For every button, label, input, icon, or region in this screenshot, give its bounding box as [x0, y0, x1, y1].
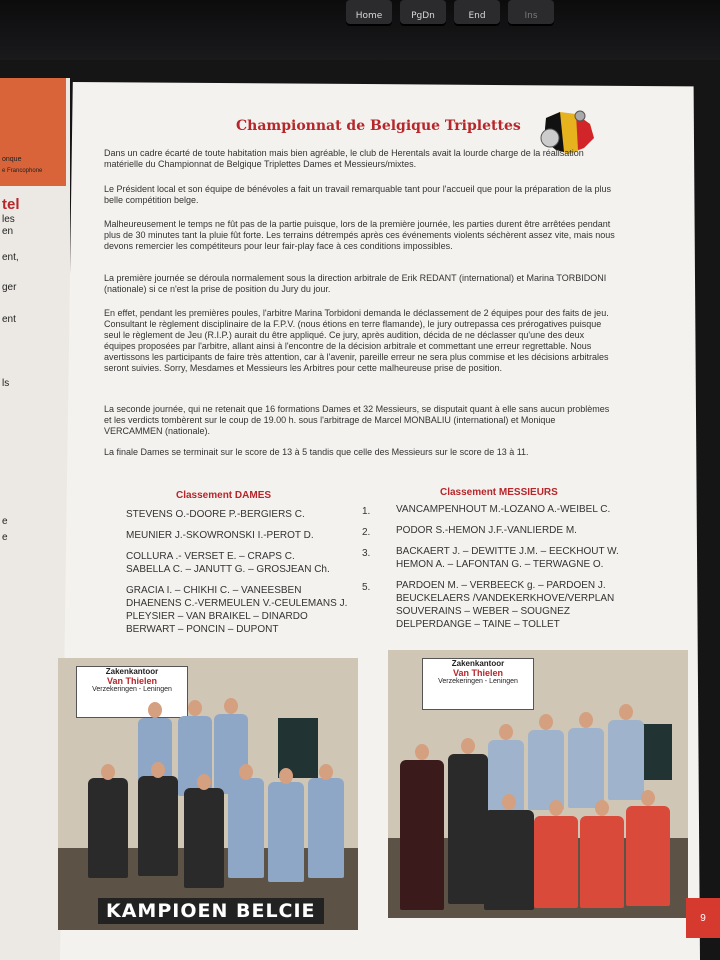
photo-dames-champions	[58, 658, 358, 930]
person	[528, 730, 564, 810]
home-key: Home	[346, 0, 392, 24]
person	[400, 760, 444, 910]
person	[534, 816, 578, 908]
left-snippet: e	[2, 532, 8, 543]
ins-key: Ins	[508, 0, 554, 24]
photo-messieurs-champions	[388, 650, 688, 918]
article-title: Championnat de Belgique Triplettes	[236, 118, 521, 134]
list-item: GRACIA I. – CHIKHI C. – VANEESBEN DHAENENS C.-VERMEULEN V.-CEULEMANS J. PLEYSIER – VAN BRAIKEL – DINARDO BERWART – PONCIN – DUPONT	[126, 585, 348, 635]
paragraph-intro: Dans un cadre écarté de toute habitation mais bien agréable, le club de Herentals avait la lourde charge de la réalisation matérielle du Championnat de Belgique Triplettes Dames et Messieurs/mixtes.	[104, 148, 584, 169]
rank-number: 2.	[362, 527, 371, 538]
left-snippet: onque	[2, 156, 22, 163]
paragraph-jury: En effet, pendant les premières poules, l'arbitre Marina Torbidoni demanda le déclassement de 2 équipes pour des faits de jeu. Consultant le règlement disciplinaire de la F.P.V. (nous étions en terre flamande), le jury outrepassa ces prérogatives puisque seul le règlement de Jeu (R.I.P.) aurait du être appliqué. Ce jury, après audition, décida de ne déclasser qu'une des deux équipes proposées par l'arbitre, allant ainsi à l'encontre de la décision arbitrale et commettant une erreur regrettable. Nous avertissons les participants de faire très attention, car à l'avenir, pareille erreur ne sera plus commise et les décisions arbitrales seront suivies. Sorry, Mesdames et Messieurs les Arbitres pour cette malheureuse prise de position.	[104, 308, 609, 373]
list-item: PODOR S.-HEMON J.F.-VANLIERDE M.	[396, 525, 577, 536]
left-snippet: tel	[2, 196, 20, 213]
person	[268, 782, 304, 882]
person	[568, 728, 604, 808]
left-snippet: e Francophone	[2, 168, 43, 174]
paragraph-finals: La finale Dames se terminait sur le score de 13 à 5 tandis que celle des Messieurs sur le score de 13 à 11.	[104, 447, 529, 457]
person	[580, 816, 624, 908]
dames-list	[126, 508, 347, 644]
person	[626, 806, 670, 906]
paragraph-second-day: La seconde journée, qui ne retenait que 16 formations Dames et 32 Messieurs, se disputait quant à elle sans aucun problèmes et les verdicts tombèrent sur le coup de 19.00 h. sous l'arbitrage de Marcel MONBALIU (international) et Monique VERCAMMEN (nationale).	[104, 404, 610, 436]
paragraph-first-day: La première journée se déroula normalement sous la direction arbitrale de Erik REDANT (international) et Marina TORBIDONI (nationale) si ce n'est la prise de position du Jury du jour.	[104, 273, 607, 294]
sponsor-sign: Zakenkantoor Van Thielen Verzekeringen - Leningen	[76, 666, 188, 718]
sponsor-sign: Zakenkantoor Van Thielen Verzekeringen - Leningen	[422, 658, 534, 710]
list-item: MEUNIER J.-SKOWRONSKI I.-PEROT D.	[126, 530, 314, 541]
list-item: STEVENS O.-DOORE P.-BERGIERS C.	[126, 509, 305, 520]
left-snippet: ls	[2, 378, 10, 389]
left-snippet: en	[2, 226, 14, 237]
person	[228, 778, 264, 878]
left-snippet: e	[2, 516, 8, 527]
left-snippet: ent	[2, 314, 16, 325]
classement-dames-heading: Classement DAMES	[176, 490, 272, 501]
rank-number: 1.	[362, 506, 371, 517]
person	[184, 788, 224, 888]
end-key: End	[454, 0, 500, 24]
list-item: COLLURA .- VERSET E. – CRAPS C. SABELLA C. – JANUTT G. – GROSJEAN Ch.	[126, 551, 330, 575]
page-number: 9	[686, 898, 720, 938]
person	[88, 778, 128, 878]
rank-number: 3.	[362, 548, 371, 559]
kampioen-banner: KAMPIOEN BELCIE	[98, 898, 324, 924]
pgdn-key: PgDn	[400, 0, 446, 24]
rank-number: 5.	[362, 582, 371, 593]
list-item: BACKAERT J. – DEWITTE J.M. – EECKHOUT W. HEMON A. – LAFONTAN G. – TERWAGNE O.	[396, 546, 619, 570]
person	[308, 778, 344, 878]
person	[608, 720, 644, 800]
paragraph-weather: Malheureusement le temps ne fût pas de la partie puisque, lors de la première journée, les parties durent être arrêtées pendant plus de 30 minutes tant la pluie fût forte. Les terrains détrempés après ces événements violents séchèrent assez vite, mais nous devons remercier les compétiteurs pour leur fair-play face à ces conditions impossibles.	[104, 219, 615, 251]
classement-messieurs-heading: Classement MESSIEURS	[440, 487, 558, 498]
list-item: VANCAMPENHOUT M.-LOZANO A.-WEIBEL C.	[396, 504, 611, 515]
left-snippet: ent,	[2, 252, 19, 263]
left-snippet: ger	[2, 282, 17, 293]
list-item: PARDOEN M. – VERBEECK g. – PARDOEN J. BEUCKELAERS /VANDEKERKHOVE/VERPLAN SOUVERAINS – WEBER – SOUGNEZ DELPERDANGE – TAINE – TOLLET	[396, 580, 615, 630]
person	[484, 810, 534, 910]
person	[138, 776, 178, 876]
person	[448, 754, 488, 904]
left-snippet: les	[2, 214, 15, 225]
messieurs-list	[396, 503, 619, 639]
paragraph-president: Le Président local et son équipe de bénévoles a fait un travail remarquable tant pour l'accueil que pour la préparation de la plus belle compétition belge.	[104, 184, 612, 205]
